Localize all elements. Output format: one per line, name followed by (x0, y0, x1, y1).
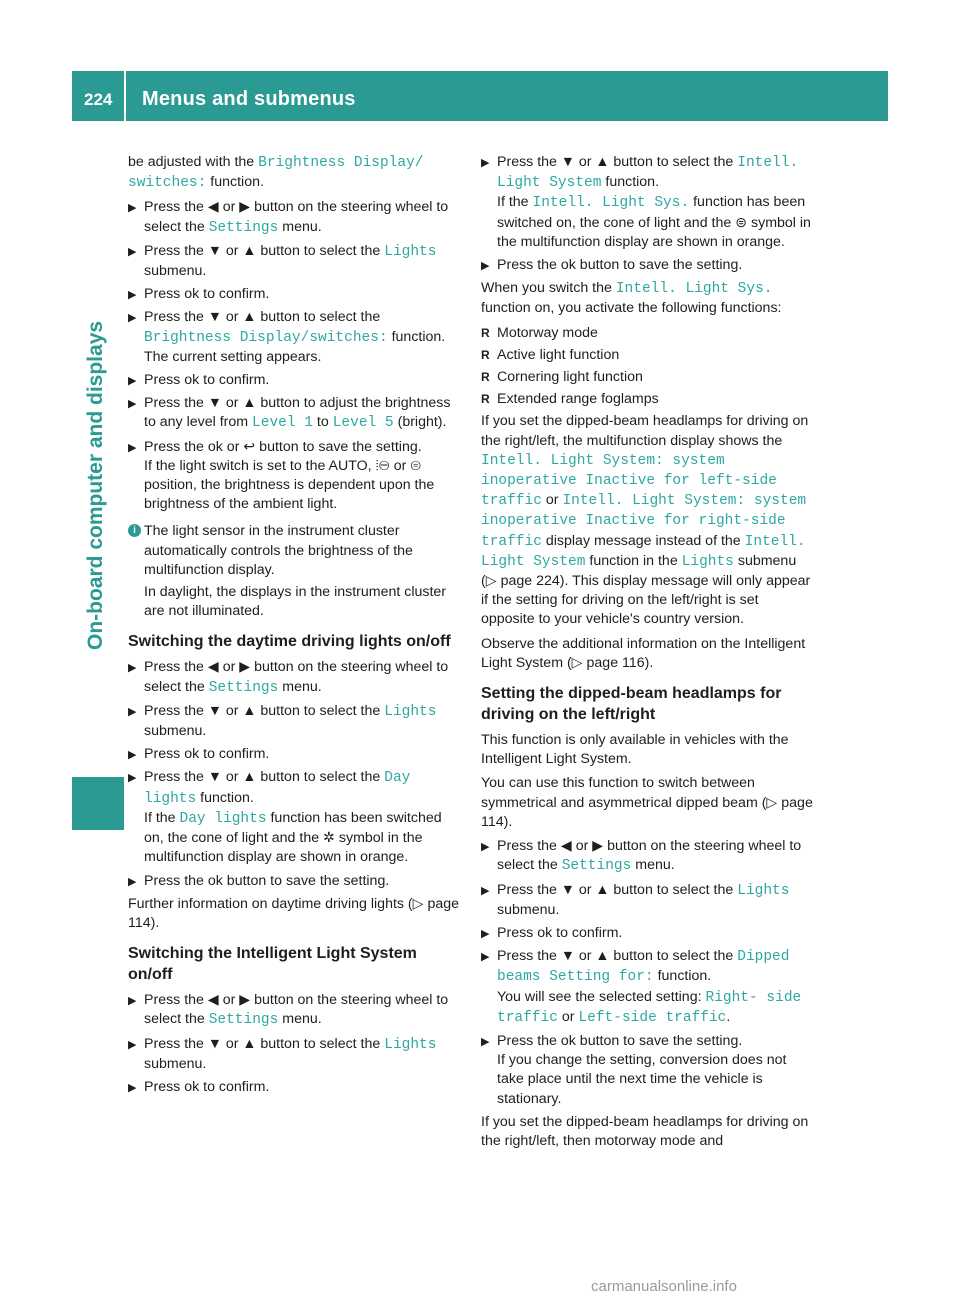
instruction-step: ▶ Press the ◀ or ▶ button on the steering wheel to select the Settings menu. (481, 838, 802, 875)
instruction-step: ▶ Press ok to confirm. (128, 745, 462, 764)
arrow-icon: ▶ (481, 951, 490, 964)
instruction-step: ▶ Press the ◀ or ▶ button on the steering wheel to select the Settings menu. (128, 659, 449, 696)
arrow-icon: ▶ (481, 841, 490, 854)
arrow-icon: ▶ (481, 927, 490, 940)
watermark: carmanualsonline.info (591, 1278, 737, 1295)
instruction-step: ▶ Press the ok or ↩ button to save the setting. If the light switch is set to the AUTO, ⦙⊖ or ⊜ position, the brightness is dependent upon the brightness of the ambient light. (128, 438, 435, 513)
instruction-step: ▶ Press ok to confirm. (128, 285, 462, 304)
instruction-step: ▶ Press the ▼ or ▲ button to adjust the brightness to any level from Level 1 to Level 5 (bright). (128, 395, 451, 432)
instruction-step: ▶ Press ok to confirm. (128, 1078, 462, 1097)
arrow-icon: ▶ (128, 662, 137, 675)
list-item: R Extended range foglamps (481, 390, 815, 409)
instruction-step: ▶ Press the ▼ or ▲ button to select the Lights submenu. (481, 881, 790, 918)
instruction-step: ▶ Press the ◀ or ▶ button on the steering wheel to select the Settings menu. (128, 992, 449, 1029)
arrow-icon: ▶ (128, 995, 137, 1008)
arrow-icon: ▶ (128, 1081, 137, 1094)
bullet-icon: R (481, 392, 490, 407)
arrow-icon: ▶ (128, 441, 137, 454)
arrow-icon: ▶ (128, 312, 137, 325)
instruction-step: ▶ Press the ▼ or ▲ button to select the Lights submenu. (128, 702, 437, 740)
paragraph: This function is only available in vehicles with the Intelligent Light System. (481, 732, 789, 768)
bullet-icon: R (481, 325, 490, 340)
instruction-step: ▶ Press ok to confirm. (481, 924, 815, 943)
arrow-icon: ▶ (481, 884, 490, 897)
section-heading: Setting the dipped-beam headlamps for driving on the left/right (481, 685, 782, 724)
paragraph: be adjusted with the Brightness Display/ switches: function. (128, 154, 424, 192)
instruction-step: ▶ Press the ▼ or ▲ button to select the Brightness Display/switches: function. The current setting appears. (128, 309, 446, 365)
paragraph: Observe the additional information on the Intelligent Light System (▷ page 116). (481, 635, 806, 671)
instruction-step: ▶ Press the ok button to save the setting. If you change the setting, conversion does not take place until the next time the vehicle is stationary. (481, 1032, 787, 1107)
arrow-icon: ▶ (128, 398, 137, 411)
instruction-step: ▶ Press the ▼ or ▲ button to select the Lights submenu. (128, 242, 437, 280)
section-heading: Switching the Intelligent Light System on/off (128, 945, 417, 984)
arrow-icon: ▶ (128, 289, 137, 302)
paragraph: If you set the dipped-beam headlamps for driving on the right/left, then motorway mode and (481, 1113, 809, 1149)
arrow-icon: ▶ (128, 245, 137, 258)
arrow-icon: ▶ (481, 157, 490, 169)
bullet-icon: R (481, 347, 490, 362)
page-number: 224 (84, 90, 113, 109)
paragraph: You can use this function to switch between symmetrical and asymmetrical dipped beam (▷ page 114). (481, 775, 813, 830)
list-item: R Cornering light function (481, 368, 815, 387)
instruction-step: ▶ Press the ok button to save the setting. (481, 256, 815, 275)
list-item: R Active light function (481, 346, 815, 365)
arrow-icon: ▶ (128, 202, 137, 215)
arrow-icon: ▶ (128, 705, 137, 718)
arrow-icon: ▶ (128, 1038, 137, 1051)
info-icon: i (128, 524, 141, 537)
arrow-icon: ▶ (128, 375, 137, 388)
paragraph: When you switch the Intell. Light Sys. function on, you activate the following functions: (481, 280, 782, 317)
left-column (128, 153, 462, 1101)
instruction-step: ▶ Press the ok button to save the setting. (128, 872, 462, 891)
info-note: i The light sensor in the instrument cluster automatically controls the brightness of the multifunction display. In daylight, the displays in the instrument cluster are not illuminated. (128, 522, 462, 621)
arrow-icon: ▶ (128, 749, 137, 762)
instruction-step: ▶ Press the ▼ or ▲ button to select the Lights submenu. (128, 1035, 437, 1072)
instruction-step: ▶ Press ok to confirm. (128, 371, 462, 390)
instruction-step: ▶ Press the ▼ or ▲ button to select the Day lights function. If the Day lights function has been switched on, the cone of light and the ✲ symbol in the multifunction display are shown in orange. (128, 769, 442, 866)
instruction-step: ▶ Press the ▼ or ▲ button to select the Intell. Light System function. If the Intell. Light Sys. function has been switched on, the cone of light and the ⊜ symbol in the multifunction display are shown in orange. (481, 154, 811, 250)
arrow-icon: ▶ (481, 1035, 490, 1048)
instruction-step: ▶ Press the ▼ or ▲ button to select the Dipped beams Setting for: function. You will see the selected setting: Right- side traffic or Left-side traffic. (481, 948, 802, 1026)
right-column (481, 153, 815, 1156)
page-title: Menus and submenus (142, 88, 356, 110)
chapter-label: On-board computer and displays (84, 320, 107, 650)
chapter-tab-marker (72, 777, 124, 830)
arrow-icon: ▶ (128, 772, 137, 785)
section-heading: Switching the daytime driving lights on/off (128, 633, 451, 651)
instruction-step: ▶ Press the ◀ or ▶ button on the steering wheel to select the Settings menu. (128, 199, 449, 236)
bullet-icon: R (481, 370, 490, 385)
arrow-icon: ▶ (128, 875, 137, 888)
list-item: R Motorway mode (481, 324, 815, 343)
arrow-icon: ▶ (481, 260, 490, 273)
paragraph: Further information on daytime driving lights (▷ page 114). (128, 895, 460, 931)
paragraph: If you set the dipped-beam headlamps for driving on the right/left, the multifunction display shows the Intell. Light System: system inoperative Inactive for left-side traffic or Intell. Light System: system inoperative Inactive for right-side traffic display message instead of the Intell. Light System function in the Lights submenu (▷ page 224). This display message will only appear if the setting for driving on the left/right is set opposite to your vehicle's country version. (481, 413, 811, 628)
